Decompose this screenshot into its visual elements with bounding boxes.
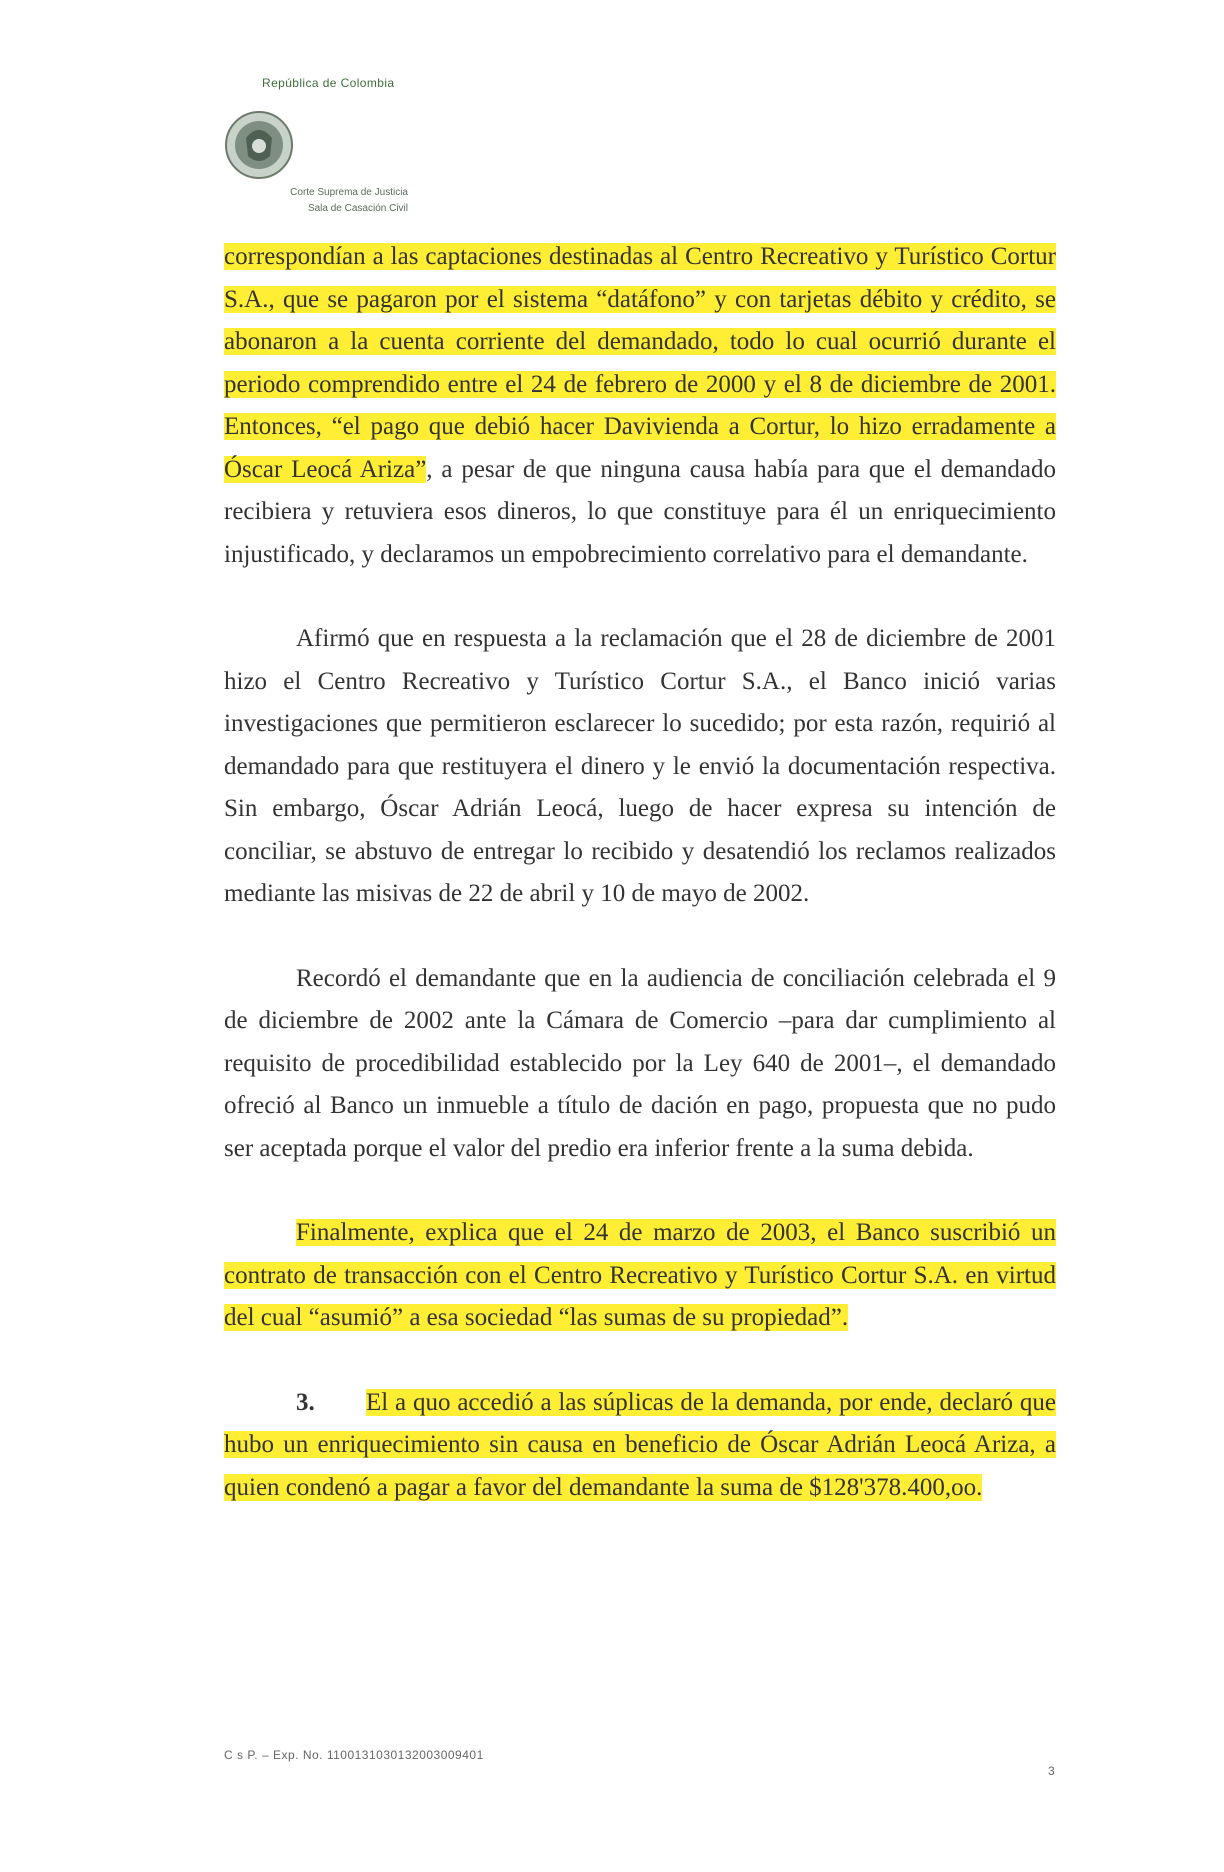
- paragraph-text: , a pesar de que ninguna causa había para que el demandado recibiera y retuviera esos dineros, lo que constituye para él un enriquecimiento injustificado, y declaramos un empobrecimiento correlativo para el demandante.: [224, 455, 1056, 568]
- highlighted-text: correspondían a las captaciones destinadas al Centro Recreativo y Turístico Cortur S.A., que se pagaron por el sistema “datáfono” y con tarjetas débito y crédito, se abonaron a la cuenta corriente del demandado, todo lo cual ocurrió durante el periodo comprendido entre el 24 de febrero de 2000 y el 8 de diciembre de 2001. Entonces, “el pago que debió hacer Davivienda a Cortur, lo hizo erradamente a Óscar Leocá Ariza”: [224, 243, 1056, 483]
- page-number: 3: [1048, 1764, 1055, 1778]
- highlighted-text: El a quo accedió a las súplicas de la demanda, por ende, declaró que hubo un enriquecimiento sin causa en beneficio de Óscar Adrián Leocá Ariza, a quien condenó a pagar a favor del demandante la suma de $128'378.400,oo.: [224, 1388, 1056, 1501]
- case-reference: C s P. – Exp. No. 1100131030132003009401: [224, 1748, 484, 1762]
- highlighted-text: Finalmente, explica que el 24 de marzo de 2003, el Banco suscribió un contrato de transacción con el Centro Recreativo y Turístico Cortur S.A. en virtud del cual “asumió” a esa sociedad “las sumas de su propiedad”.: [224, 1219, 1056, 1331]
- paragraph-3: Recordó el demandante que en la audiencia de conciliación celebrada el 9 de diciembre de 2002 ante la Cámara de Comercio –para dar cumplimiento al requisito de procedibilidad establecido por la Ley 640 de 2001–, el demandado ofreció al Banco un inmueble a título de dación en pago, propuesta que no pudo ser aceptada porque el valor del predio era inferior frente a la suma debida.: [224, 964, 1056, 1162]
- court-subtitle: [258, 185, 408, 217]
- institution-header: República de Colombia: [262, 76, 395, 90]
- paragraph-5: [224, 1382, 1056, 1510]
- chamber-name: Sala de Casación Civil: [307, 203, 408, 214]
- paragraph-2: Afirmó que en respuesta a la reclamación que el 28 de diciembre de 2001 hizo el Centro Recreativo y Turístico Cortur S.A., el Banco inició varias investigaciones que permitieron esclarecer lo sucedido; por esta razón, requirió al demandado para que restituyera el dinero y le envió la documentación respectiva. Sin embargo, Óscar Adrián Leocá, luego de hacer expresa su intención de conciliar, se abstuvo de entregar lo recibido y desatendió los reclamos realizados mediante las misivas de 22 de abril y 10 de mayo de 2002.: [224, 625, 1056, 907]
- court-name: Corte Suprema de Justicia: [290, 187, 408, 198]
- paragraph-1: [224, 236, 1056, 576]
- coat-of-arms-seal: [224, 110, 294, 180]
- section-number: 3.: [296, 1388, 315, 1416]
- document-body: [224, 236, 1056, 1551]
- paragraph-4: [224, 1212, 1056, 1340]
